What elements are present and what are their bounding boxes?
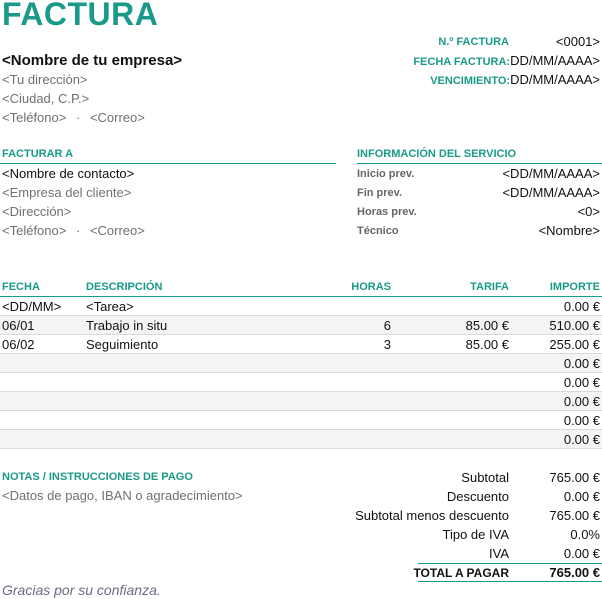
table-row: [0, 430, 602, 449]
cell-importe: 0.00 €: [563, 394, 600, 409]
notes-heading: NOTAS / INSTRUCCIONES DE PAGO: [2, 471, 193, 483]
company-name: <Nombre de tu empresa>: [2, 52, 183, 69]
cell-tarifa: 85.00 €: [465, 337, 509, 352]
items-table-header: [0, 281, 602, 297]
separator-dot: ·: [75, 110, 81, 125]
bill-to-phone: <Teléfono>: [2, 223, 67, 238]
total-label: TOTAL A PAGAR: [413, 566, 509, 580]
total-value: 765.00 €: [549, 565, 600, 580]
table-row: [0, 354, 602, 373]
company-address: <Tu dirección>: [2, 72, 88, 87]
cell-importe: 510.00 €: [549, 318, 600, 333]
subtotal-less-discount-label: Subtotal menos descuento: [355, 508, 509, 523]
invoice-due-label: VENCIMIENTO:: [430, 75, 511, 87]
service-tech-value: <Nombre>: [538, 223, 600, 238]
col-importe-header: IMPORTE: [549, 281, 600, 293]
invoice-date: [413, 52, 600, 70]
table-row: [0, 373, 602, 392]
invoice-number-label: N.º FACTURA: [438, 36, 509, 48]
subtotal-less-discount-value: 765.00 €: [549, 508, 600, 523]
company-phone: <Teléfono>: [2, 110, 67, 125]
service-rule: [357, 163, 602, 164]
separator-dot: ·: [75, 223, 81, 238]
cell-horas: 6: [383, 318, 391, 333]
service-hours-value: <0>: [577, 204, 600, 219]
invoice-due-value: DD/MM/AAAA>: [510, 72, 600, 87]
vat-label: IVA: [489, 546, 509, 561]
cell-fecha: 06/01: [2, 318, 35, 333]
table-row: [0, 316, 602, 335]
bill-to-company: <Empresa del cliente>: [2, 185, 132, 200]
invoice-date-value: DD/MM/AAAA>: [510, 53, 600, 68]
subtotal-value: 765.00 €: [549, 470, 600, 485]
company-email: <Correo>: [89, 110, 145, 125]
total-top-rule: [418, 563, 602, 564]
bill-to-rule: [0, 163, 336, 164]
table-row: [0, 335, 602, 354]
service-heading: INFORMACIÓN DEL SERVICIO: [357, 148, 517, 160]
cell-importe: 255.00 €: [549, 337, 600, 352]
subtotal-label: Subtotal: [461, 470, 509, 485]
col-horas-header: HORAS: [351, 281, 391, 293]
vat-rate-label: Tipo de IVA: [442, 527, 509, 542]
service-start-label: Inicio prev.: [357, 168, 415, 180]
cell-descripcion: Seguimiento: [86, 337, 159, 352]
invoice-title: FACTURA: [2, 0, 159, 32]
col-tarifa-header: TARIFA: [470, 281, 509, 293]
cell-descripcion: Trabajo in situ: [86, 318, 168, 333]
company-contact: [2, 110, 145, 125]
bill-to-heading: FACTURAR A: [2, 148, 74, 160]
service-end-value: <DD/MM/AAAA>: [502, 185, 600, 200]
cell-descripcion: <Tarea>: [86, 299, 134, 314]
service-tech-label: Técnico: [357, 225, 399, 237]
cell-importe: 0.00 €: [563, 432, 600, 447]
cell-importe: 0.00 €: [563, 299, 600, 314]
cell-fecha: <DD/MM>: [2, 299, 62, 314]
total-bottom-rule: [418, 581, 602, 582]
cell-horas: 3: [383, 337, 391, 352]
col-descripcion-header: DESCRIPCIÓN: [86, 281, 163, 293]
company-city: <Ciudad, C.P.>: [2, 91, 90, 106]
bill-to-address: <Dirección>: [2, 204, 72, 219]
invoice-date-label: FECHA FACTURA:: [413, 56, 511, 68]
invoice-due: [430, 71, 600, 89]
vat-value: 0.00 €: [563, 546, 600, 561]
table-row: [0, 411, 602, 430]
table-row: [0, 392, 602, 411]
service-end-label: Fin prev.: [357, 187, 403, 199]
table-row: [0, 297, 602, 316]
service-start-value: <DD/MM/AAAA>: [502, 166, 600, 181]
discount-label: Descuento: [446, 489, 509, 504]
cell-importe: 0.00 €: [563, 413, 600, 428]
vat-rate-value: 0.0%: [570, 527, 600, 542]
service-hours-label: Horas prev.: [357, 206, 417, 218]
cell-importe: 0.00 €: [563, 375, 600, 390]
col-fecha-header: FECHA: [2, 281, 40, 293]
thanks-note: Gracias por su confianza.: [2, 582, 161, 598]
cell-importe: 0.00 €: [563, 356, 600, 371]
items-table-body: [0, 297, 602, 449]
invoice-number-value: <0001>: [555, 34, 600, 49]
bill-to-contact: <Nombre de contacto>: [2, 166, 135, 181]
discount-value: 0.00 €: [563, 489, 600, 504]
bill-to-email: <Correo>: [89, 223, 145, 238]
notes-text: <Datos de pago, IBAN o agradecimiento>: [2, 488, 243, 503]
cell-tarifa: 85.00 €: [465, 318, 509, 333]
bill-to-contact-line: [2, 223, 145, 238]
cell-fecha: 06/02: [2, 337, 35, 352]
